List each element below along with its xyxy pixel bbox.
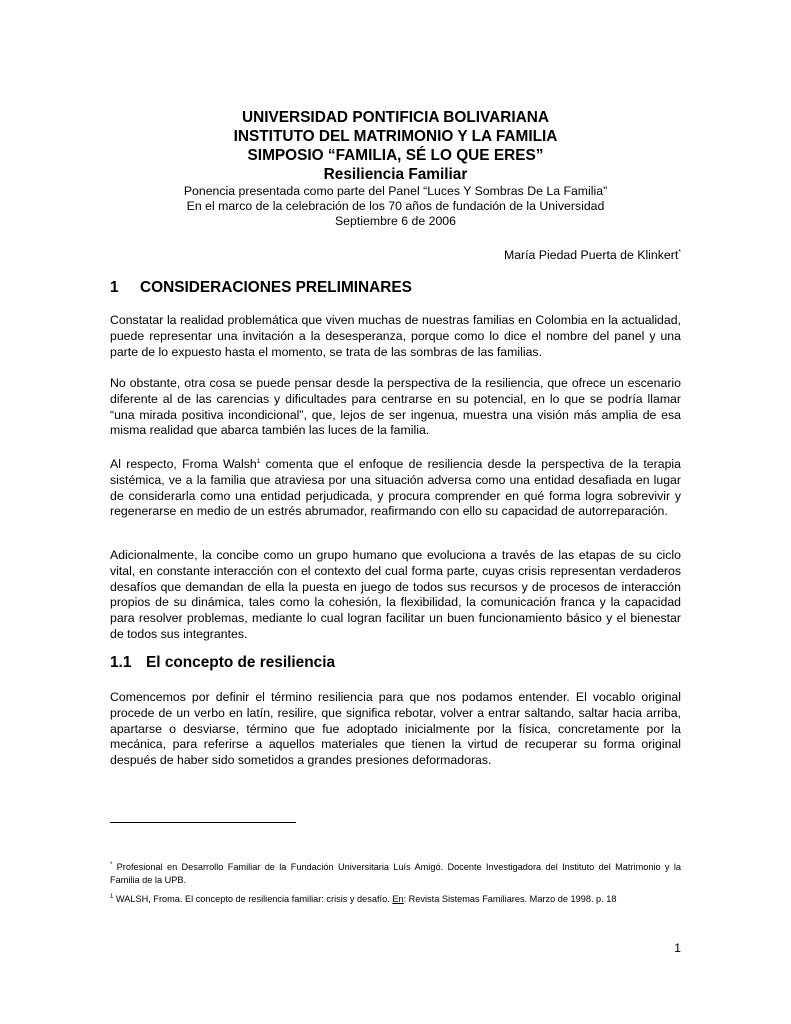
section-heading-1 bbox=[110, 278, 412, 297]
footnote-separator bbox=[110, 822, 296, 823]
footnote-star-text: Profesional en Desarrollo Familiar de la Fundación Universitaria Luís Amigó. Docente Investigadora del Instituto del Matrimonio y la Familia de la UPB. bbox=[110, 862, 681, 885]
paper-title: Resiliencia Familiar bbox=[323, 166, 468, 183]
section-title: CONSIDERACIONES PRELIMINARES bbox=[140, 279, 412, 296]
author-name: María Piedad Puerta de Klinkert bbox=[503, 248, 679, 262]
footnote-1-en: En bbox=[392, 894, 404, 904]
anniversary-subtitle: En el marco de la celebración de los 70 años de fundación de la Universidad bbox=[186, 199, 605, 213]
footnote-star-mark: * bbox=[110, 862, 113, 868]
paragraph-1: Constatar la realidad problemática que viven muchas de nuestras familias en Colombia en la actualidad, puede representar una invitación a la desesperanza, porque como lo dice el nombre del panel y una parte de lo expuesto hasta el momento, se trata de las sombras de las familias. bbox=[110, 313, 681, 359]
document-header bbox=[110, 108, 681, 229]
section-number: 1 bbox=[110, 279, 119, 296]
subsection-number: 1.1 bbox=[110, 654, 132, 671]
footnote-1-text-a: WALSH, Froma. El concepto de resiliencia familiar: crisis y desafío. bbox=[113, 894, 393, 904]
footnote-1-text-b: : Revista Sistemas Familiares. Marzo de 1998. p. 18 bbox=[403, 894, 617, 904]
page-number: 1 bbox=[674, 941, 681, 955]
subsection-title: El concepto de resiliencia bbox=[146, 654, 336, 671]
footnote-ref-1: 1 bbox=[256, 458, 261, 465]
footnote-author bbox=[110, 859, 681, 886]
symposium-title: SIMPOSIO “FAMILIA, SÉ LO QUE ERES” bbox=[247, 147, 544, 164]
author-footnote-mark: * bbox=[678, 249, 681, 256]
paragraph-5: Comencemos por definir el término resiliencia para que nos podamos entender. El vocablo original procede de un verbo en latín, resilire, que significa rebotar, volver a entrar saltando, saltar hacia arriba, apartarse o desviarse, término que fue adoptado inicialmente por la física, concretamente por la mecánica, para referirse a aquellos materiales que tienen la virtud de recuperar su forma original después de haber sido sometidos a grandes presiones deformadoras. bbox=[110, 690, 681, 768]
section-heading-1-1 bbox=[110, 653, 335, 672]
author-line bbox=[504, 245, 681, 263]
paragraph-3 bbox=[110, 454, 681, 520]
paragraph-3-rest: comenta que el enfoque de resiliencia desde la perspectiva de la terapia sistémica, ve a la familia que atraviesa por una situación adversa como una entidad desafiada en lugar de considerarla como una entidad perjudicada, y procura comprender en qué forma logra sobrevivir y regenerarse en medio de un estrés abrumador, reafirmando con ello su capacidad de autorreparación. bbox=[110, 457, 681, 519]
panel-subtitle: Ponencia presentada como parte del Panel “Luces Y Sombras De La Familia” bbox=[183, 184, 608, 198]
paragraph-4: Adicionalmente, la concibe como un grupo humano que evoluciona a través de las etapas de su ciclo vital, en constante interacción con el contexto del cual forma parte, cuyas crisis representan verdaderos desafíos que demandan de ella la puesta en juego de todos sus recursos y de procesos de interacción propios de su dinámica, tales como la cohesión, la flexibilidad, la comunicación franca y la capacidad para resolver problemas, mediante lo cual logran facilitar un buen funcionamiento básico y el bienestar de todos sus integrantes. bbox=[110, 548, 681, 641]
university-title: UNIVERSIDAD PONTIFICIA BOLIVARIANA bbox=[242, 109, 549, 126]
date-subtitle: Septiembre 6 de 2006 bbox=[334, 214, 456, 228]
institute-title: INSTITUTO DEL MATRIMONIO Y LA FAMILIA bbox=[233, 128, 558, 145]
footnote-1-mark: 1 bbox=[110, 894, 114, 900]
footnote-1 bbox=[110, 891, 681, 906]
paragraph-2: No obstante, otra cosa se puede pensar desde la perspectiva de la resiliencia, que ofrece un escenario diferente al de las carencias y dificultades para centrarse en su potencial, en lo que se podría llamar “una mirada positiva incondicional”, que, lejos de ser ingenua, muestra una visión más amplia de esa misma realidad que abarca también las luces de la familia. bbox=[110, 376, 681, 438]
paragraph-3-start: Al respecto, Froma Walsh bbox=[110, 457, 257, 471]
